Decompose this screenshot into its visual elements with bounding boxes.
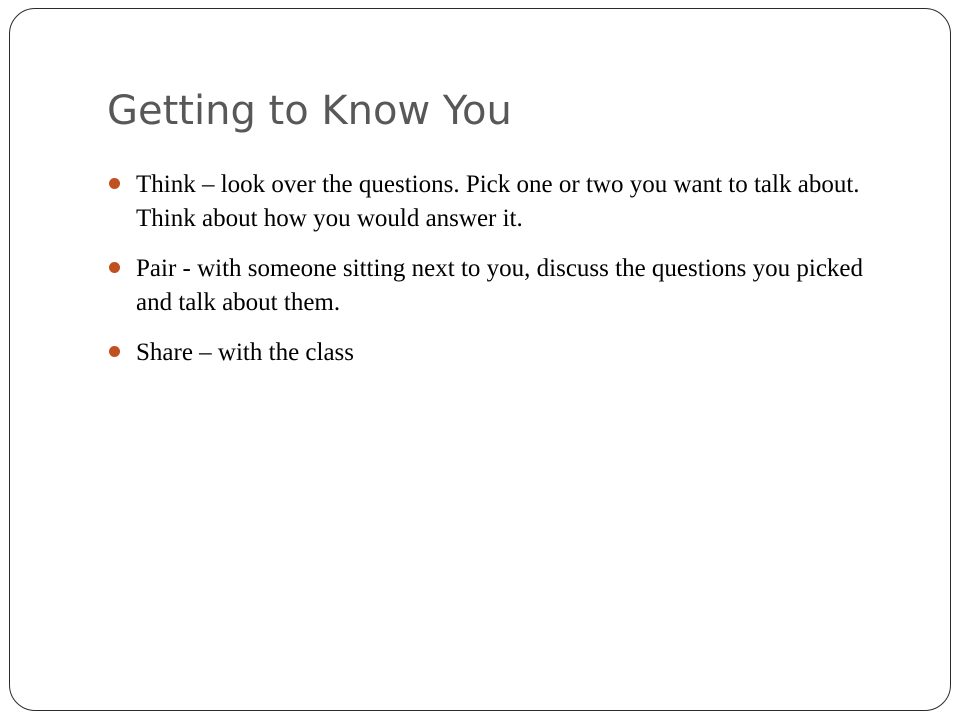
bullet-text: Share – with the class: [136, 339, 355, 366]
slide-title: Getting to Know You: [107, 88, 512, 134]
bullet-dot-icon: [109, 178, 120, 189]
bullet-text: Think – look over the questions. Pick one or two you want to talk about. Think about how you would answer it.: [136, 171, 860, 232]
bullet-dot-icon: [109, 346, 120, 357]
slide-frame: [9, 8, 951, 711]
bullet-item-think: [108, 168, 898, 236]
bullet-item-share: [108, 336, 898, 370]
bullet-text: Pair - with someone sitting next to you, discuss the questions you picked and talk about them.: [136, 255, 864, 316]
bullet-item-pair: [108, 252, 898, 320]
bullet-list: [108, 168, 898, 386]
bullet-dot-icon: [109, 262, 120, 273]
